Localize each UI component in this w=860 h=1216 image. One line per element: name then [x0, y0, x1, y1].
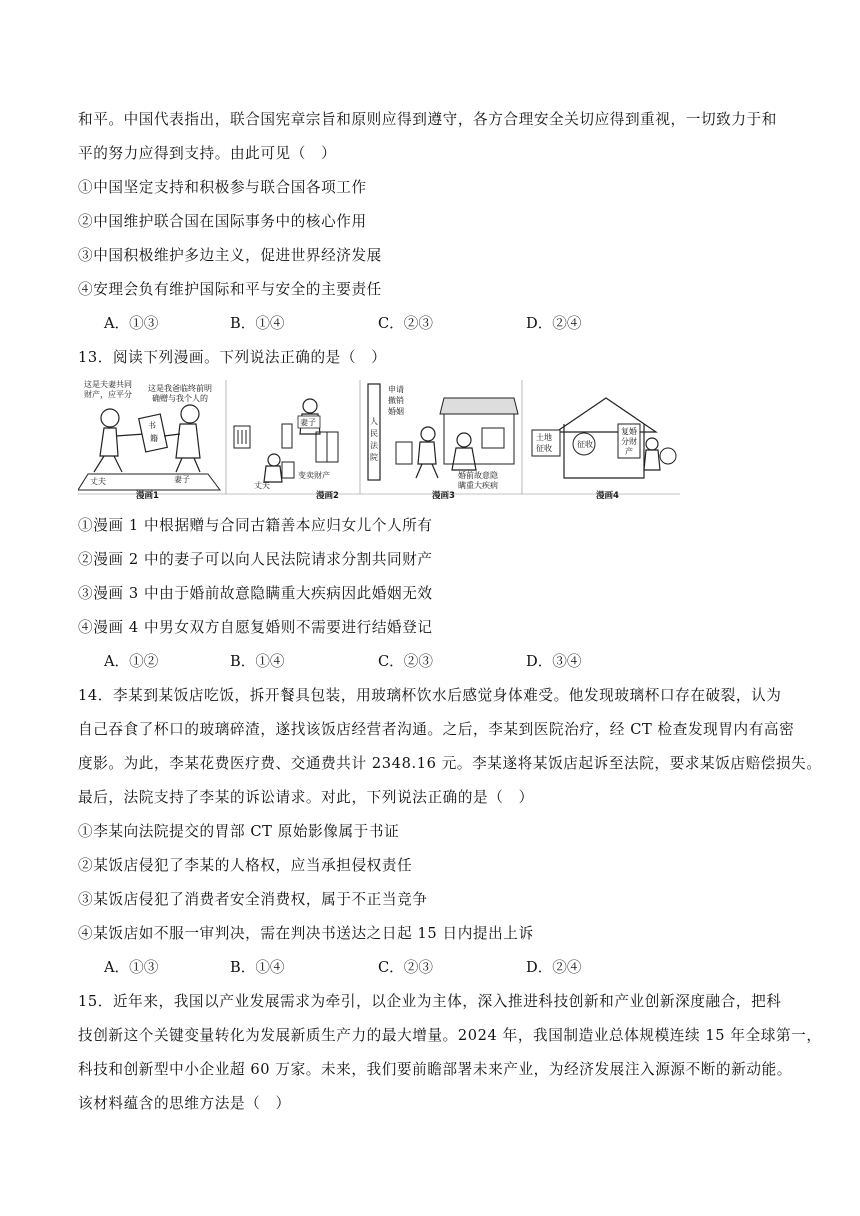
q15-line-2: 技创新这个关键变量转化为发展新质生产力的最大增量。2024 年，我国制造业总体规模连续 15 年全球第一，	[78, 1027, 822, 1044]
comic-strip	[78, 378, 680, 500]
q12-line-1: 和平。中国代表指出，联合国宪章宗旨和原则应得到遵守，各方合理安全关切应得到重视，一切致力于和	[78, 111, 777, 128]
q14-item-3: ③某饭店侵犯了消费者安全消费权，属于不正当竞争	[78, 891, 428, 908]
p1-caption: 漫画1	[136, 491, 159, 500]
p1-speech-wife-2: 确赠与我个人的	[152, 394, 208, 403]
p1-label-wife: 妻子	[174, 475, 190, 484]
q14-item-4: ④某饭店如不服一审判决，需在判决书送达之日起 15 日内提出上诉	[78, 925, 534, 942]
p3-court-4: 院	[370, 453, 378, 462]
q12-option-a: A．①③	[104, 315, 159, 332]
p3-note-1: 婚前故意隐	[458, 471, 498, 480]
q14-item-2: ②某饭店侵犯了李某的人格权，应当承担侵权责任	[78, 857, 413, 874]
q13-item-1: ①漫画 1 中根据赠与合同古籍善本应归女儿个人所有	[78, 517, 433, 534]
q14-option-a: A．①③	[104, 959, 159, 976]
q12-item-1: ①中国坚定支持和积极参与联合国各项工作	[78, 179, 367, 196]
p3-note-2: 瞒重大疾病	[458, 481, 498, 490]
q13-option-b: B．①④	[230, 653, 285, 670]
p4-sign-right-2: 分财	[621, 437, 637, 446]
p3-sign-2: 撤销	[388, 396, 404, 405]
p2-label-wife: 妻子	[300, 418, 316, 427]
comic-panel-4	[532, 398, 676, 500]
q13-item-3: ③漫画 3 中由于婚前故意隐瞒重大疾病因此婚姻无效	[78, 585, 433, 602]
q13-option-c: C．②③	[378, 653, 433, 670]
p1-speech-husband-2: 财产，应平分	[84, 390, 132, 399]
q14-line-4: 最后，法院支持了李某的诉讼请求。对此，下列说法正确的是（ ）	[78, 789, 534, 806]
q14-option-d: D．②④	[526, 959, 582, 976]
q12-option-b: B．①④	[230, 315, 285, 332]
comic-panel-1	[78, 379, 220, 500]
q15-line-3: 科技和创新型中小企业超 60 万家。未来，我们要前瞻部署未来产业，为经济发展注入源源不断的新动能。	[78, 1061, 792, 1078]
p4-caption: 漫画4	[596, 491, 619, 500]
q14-line-1: 14．李某到某饭店吃饭，拆开餐具包装，用玻璃杯饮水后感觉身体难受。他发现玻璃杯口存在破裂，认为	[78, 687, 782, 704]
p4-sign-mid: 征收	[577, 440, 593, 449]
p1-book-2: 籍	[150, 434, 158, 443]
p3-sign-1: 申请	[388, 385, 404, 394]
p4-sign-right-3: 产	[625, 447, 633, 456]
p3-sign-3: 婚姻	[388, 407, 404, 416]
q13-option-d: D．③④	[526, 653, 582, 670]
q12-option-d: D．②④	[526, 315, 582, 332]
p4-sign-left-1: 土地	[536, 433, 552, 442]
q14-line-2: 自己吞食了杯口的玻璃碎渣，遂找该饭店经营者沟通。之后，李某到医院治疗，经 CT 检查发现胃内有高密	[78, 721, 795, 738]
q13-stem: 13．阅读下列漫画。下列说法正确的是（ ）	[78, 349, 387, 366]
p1-label-husband: 丈夫	[90, 477, 106, 486]
q12-item-2: ②中国维护联合国在国际事务中的核心作用	[78, 213, 367, 230]
p1-speech-husband-1: 这是夫妻共同	[84, 380, 132, 389]
p1-book-1: 书	[148, 421, 156, 430]
p3-court-1: 人	[370, 417, 378, 426]
q12-item-4: ④安理会负有维护国际和平与安全的主要责任	[78, 281, 382, 298]
q12-option-c: C．②③	[378, 315, 433, 332]
q14-option-b: B．①④	[230, 959, 285, 976]
q13-item-4: ④漫画 4 中男女双方自愿复婚则不需要进行结婚登记	[78, 619, 433, 636]
q14-item-1: ①李某向法院提交的胃部 CT 原始影像属于书证	[78, 823, 400, 840]
p3-court-2: 民	[370, 429, 378, 438]
p1-speech-wife-1: 这是我爸临终前明	[148, 384, 212, 393]
q15-line-1: 15．近年来，我国以产业发展需求为牵引，以企业为主体，深入推进科技创新和产业创新深度融合，把科	[78, 993, 782, 1010]
comic-panel-3	[368, 384, 518, 500]
q12-item-3: ③中国积极维护多边主义，促进世界经济发展	[78, 247, 382, 264]
p2-label-husband: 丈夫	[254, 481, 270, 490]
p4-sign-left-2: 征收	[536, 444, 552, 453]
q13-item-2: ②漫画 2 中的妻子可以向人民法院请求分割共同财产	[78, 551, 433, 568]
q12-line-2: 平的努力应得到支持。由此可见（ ）	[78, 145, 337, 162]
p3-court-3: 法	[370, 441, 378, 450]
p2-caption: 漫画2	[316, 491, 339, 500]
p2-note: 变卖财产	[298, 471, 330, 480]
q14-line-3: 度影。为此，李某花费医疗费、交通费共计 2348.16 元。李某遂将某饭店起诉至法院，要求某饭店赔偿损失。	[78, 755, 822, 772]
comic-panel-2	[234, 399, 339, 500]
p3-caption: 漫画3	[432, 491, 455, 500]
q15-line-4: 该材料蕴含的思维方法是（ ）	[78, 1095, 291, 1112]
q13-option-a: A．①②	[104, 653, 159, 670]
p4-sign-right-1: 复婚	[621, 427, 637, 436]
q14-option-c: C．②③	[378, 959, 433, 976]
